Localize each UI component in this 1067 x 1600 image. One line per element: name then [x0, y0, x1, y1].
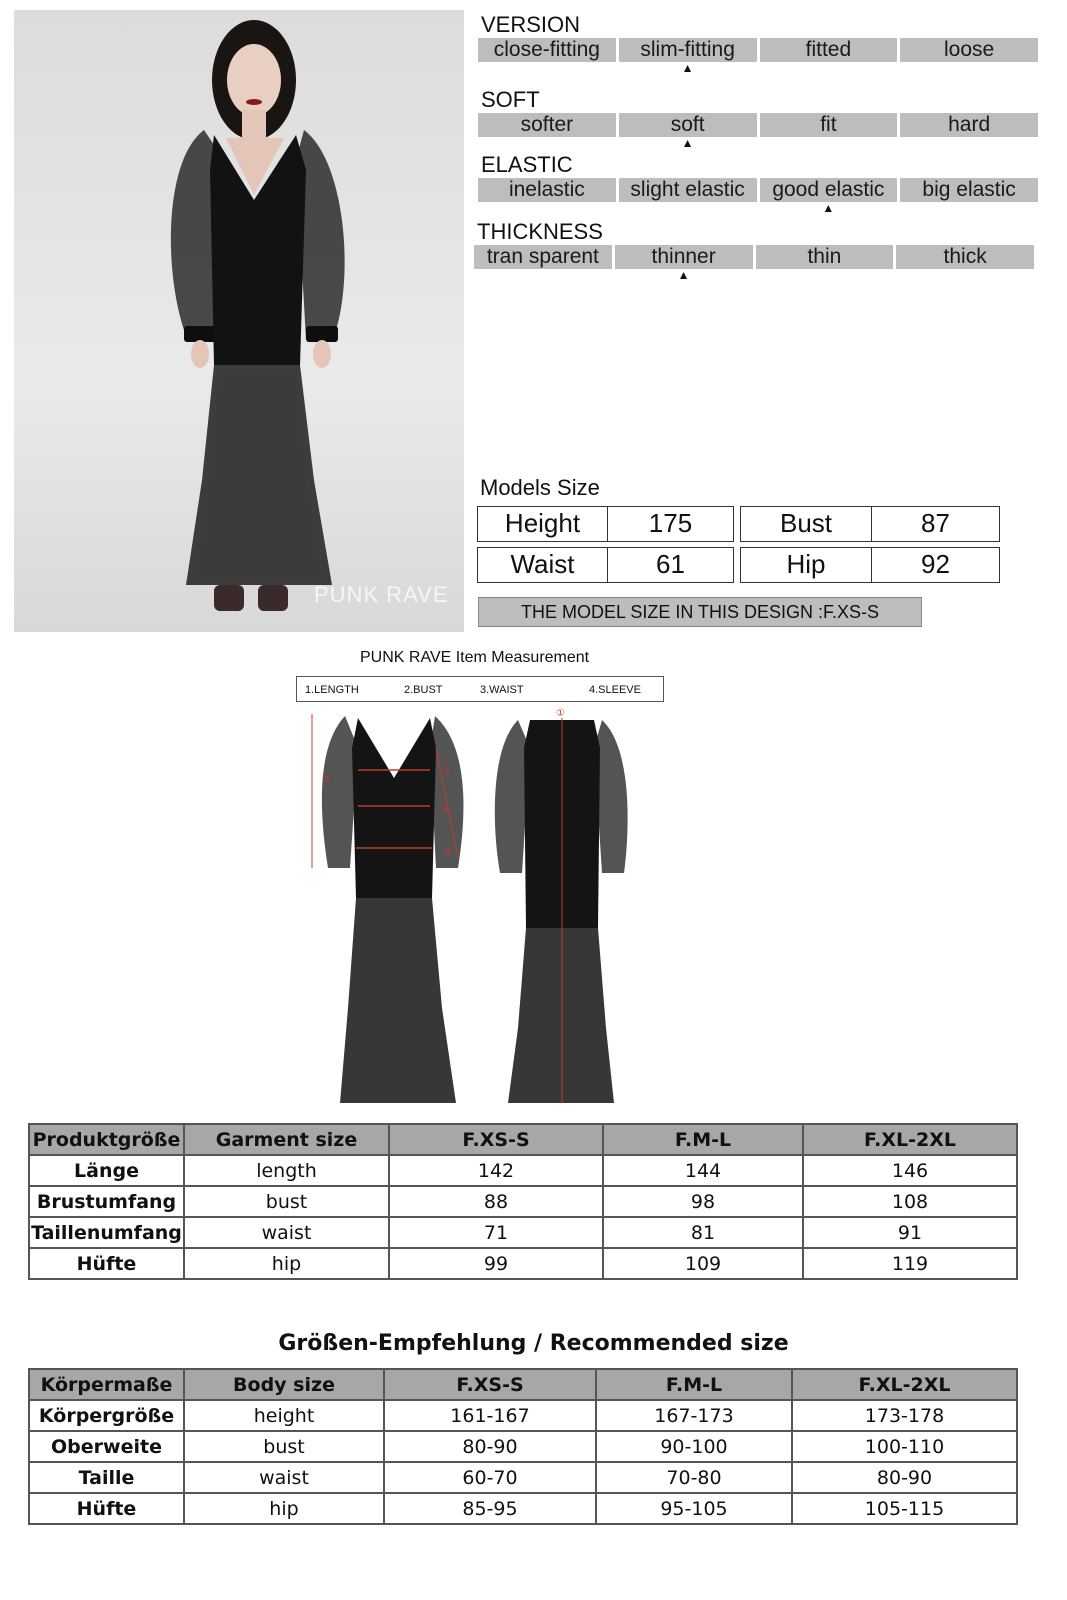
recommended-size-title: Größen-Empfehlung / Recommended size [278, 1331, 789, 1356]
table-cell: 173-178 [792, 1400, 1017, 1431]
table-cell: 146 [803, 1155, 1017, 1186]
measurement-title: PUNK RAVE Item Measurement [360, 649, 590, 666]
waist-value: 61 [656, 549, 685, 579]
table-cell: waist [184, 1462, 384, 1493]
attr-option: slight elastic [619, 178, 757, 202]
table-row [29, 1400, 1017, 1431]
table-cell: 109 [603, 1248, 803, 1279]
model-hip-box [740, 547, 1000, 583]
table-row [29, 1493, 1017, 1524]
table-cell: 99 [389, 1248, 603, 1279]
table-cell: hip [184, 1248, 389, 1279]
attr-elastic [478, 152, 1038, 216]
attr-title: THICKNESS [477, 219, 603, 244]
attr-version [478, 12, 1038, 76]
mark-back-length: ① [556, 708, 565, 719]
selection-marker-icon: ▲ [822, 201, 835, 215]
model-waist-box [477, 547, 734, 583]
attr-option: inelastic [478, 178, 616, 202]
header-cell: F.M-L [596, 1369, 792, 1400]
table-cell: 90-100 [596, 1431, 792, 1462]
table-cell: 142 [389, 1155, 603, 1186]
attr-option: loose [900, 38, 1038, 62]
header-cell: F.XS-S [384, 1369, 596, 1400]
table-cell: 119 [803, 1248, 1017, 1279]
table-cell: 70-80 [596, 1462, 792, 1493]
header-cell: Garment size [184, 1124, 389, 1155]
mark-waist: ③ [442, 804, 451, 815]
legend-length: 1.LENGTH [305, 684, 359, 696]
selection-marker-icon: ▲ [681, 61, 694, 75]
table-row [29, 1248, 1017, 1279]
attr-option: fitted [760, 38, 898, 62]
table-cell: waist [184, 1217, 389, 1248]
table-row [29, 1462, 1017, 1493]
model-height-box [477, 506, 734, 542]
table-cell: Brustumfang [29, 1186, 184, 1217]
table-cell: 91 [803, 1217, 1017, 1248]
attr-option: thin [756, 245, 894, 269]
table-cell: length [184, 1155, 389, 1186]
attr-option: softer [478, 113, 616, 137]
recommended-size-table [28, 1368, 1018, 1525]
selection-marker-icon: ▲ [681, 136, 694, 150]
height-value: 175 [648, 508, 693, 538]
header-cell: Produktgröße [29, 1124, 184, 1155]
garment-back-diagram [490, 708, 635, 1108]
attr-option: thinner [615, 245, 753, 269]
header-cell: F.XS-S [389, 1124, 603, 1155]
table-cell: 100-110 [792, 1431, 1017, 1462]
legend-bust: 2.BUST [404, 684, 443, 696]
table-cell: height [184, 1400, 384, 1431]
mark-sleeve: ④ [444, 848, 453, 859]
model-bust-box [740, 506, 1000, 542]
table-row [29, 1155, 1017, 1186]
watermark: PUNK RAVE [314, 582, 449, 607]
bust-label: Bust [741, 507, 872, 541]
table-cell: Hüfte [29, 1493, 184, 1524]
attr-option: slim-fitting [619, 38, 757, 62]
models-size-title: Models Size [480, 475, 600, 500]
table-cell: bust [184, 1431, 384, 1462]
garment-front-diagram [310, 708, 480, 1108]
attr-option: hard [900, 113, 1038, 137]
garment-size-table [28, 1123, 1018, 1280]
attr-option: thick [896, 245, 1034, 269]
bust-value: 87 [921, 508, 950, 538]
legend-waist: 3.WAIST [480, 684, 524, 696]
attr-title: ELASTIC [481, 152, 573, 177]
mark-bust: ② [442, 766, 451, 777]
table-cell: Körpergröße [29, 1400, 184, 1431]
table-row [29, 1431, 1017, 1462]
attr-option: soft [619, 113, 757, 137]
model-size-banner: THE MODEL SIZE IN THIS DESIGN :F.XS-S [478, 597, 922, 627]
table-cell: 81 [603, 1217, 803, 1248]
table-cell: 80-90 [792, 1462, 1017, 1493]
attr-option: good elastic [760, 178, 898, 202]
header-cell: F.M-L [603, 1124, 803, 1155]
table-cell: Taille [29, 1462, 184, 1493]
table-cell: 161-167 [384, 1400, 596, 1431]
table-cell: 98 [603, 1186, 803, 1217]
table-cell: 95-105 [596, 1493, 792, 1524]
table-cell: 108 [803, 1186, 1017, 1217]
model-figure [14, 10, 464, 632]
mark-length: ⑤ [322, 774, 331, 785]
hip-label: Hip [741, 548, 872, 582]
header-cell: F.XL-2XL [792, 1369, 1017, 1400]
table-cell: hip [184, 1493, 384, 1524]
attr-option: fit [760, 113, 898, 137]
table-cell: 167-173 [596, 1400, 792, 1431]
table-row [29, 1186, 1017, 1217]
header-cell: Körpermaße [29, 1369, 184, 1400]
header-cell: F.XL-2XL [803, 1124, 1017, 1155]
table-cell: bust [184, 1186, 389, 1217]
table-cell: 88 [389, 1186, 603, 1217]
hip-value: 92 [921, 549, 950, 579]
measurement-legend [296, 676, 664, 702]
table-cell: 80-90 [384, 1431, 596, 1462]
waist-label: Waist [478, 548, 608, 582]
attr-title: VERSION [481, 12, 581, 37]
table-cell: Taillenumfang [29, 1217, 184, 1248]
header-cell: Body size [184, 1369, 384, 1400]
attr-option: big elastic [900, 178, 1038, 202]
attr-soft [478, 87, 1038, 151]
attr-option: tran sparent [474, 245, 612, 269]
attr-title: SOFT [481, 87, 540, 112]
model-photo [14, 10, 464, 632]
table-cell: Länge [29, 1155, 184, 1186]
selection-marker-icon: ▲ [677, 268, 690, 282]
attr-thickness [474, 219, 1034, 283]
table-cell: 71 [389, 1217, 603, 1248]
table-row [29, 1217, 1017, 1248]
legend-sleeve: 4.SLEEVE [589, 684, 641, 696]
table-cell: 105-115 [792, 1493, 1017, 1524]
table-cell: Oberweite [29, 1431, 184, 1462]
table-cell: 60-70 [384, 1462, 596, 1493]
attr-option: close-fitting [478, 38, 616, 62]
table-cell: 85-95 [384, 1493, 596, 1524]
table-cell: 144 [603, 1155, 803, 1186]
table-cell: Hüfte [29, 1248, 184, 1279]
height-label: Height [478, 507, 608, 541]
